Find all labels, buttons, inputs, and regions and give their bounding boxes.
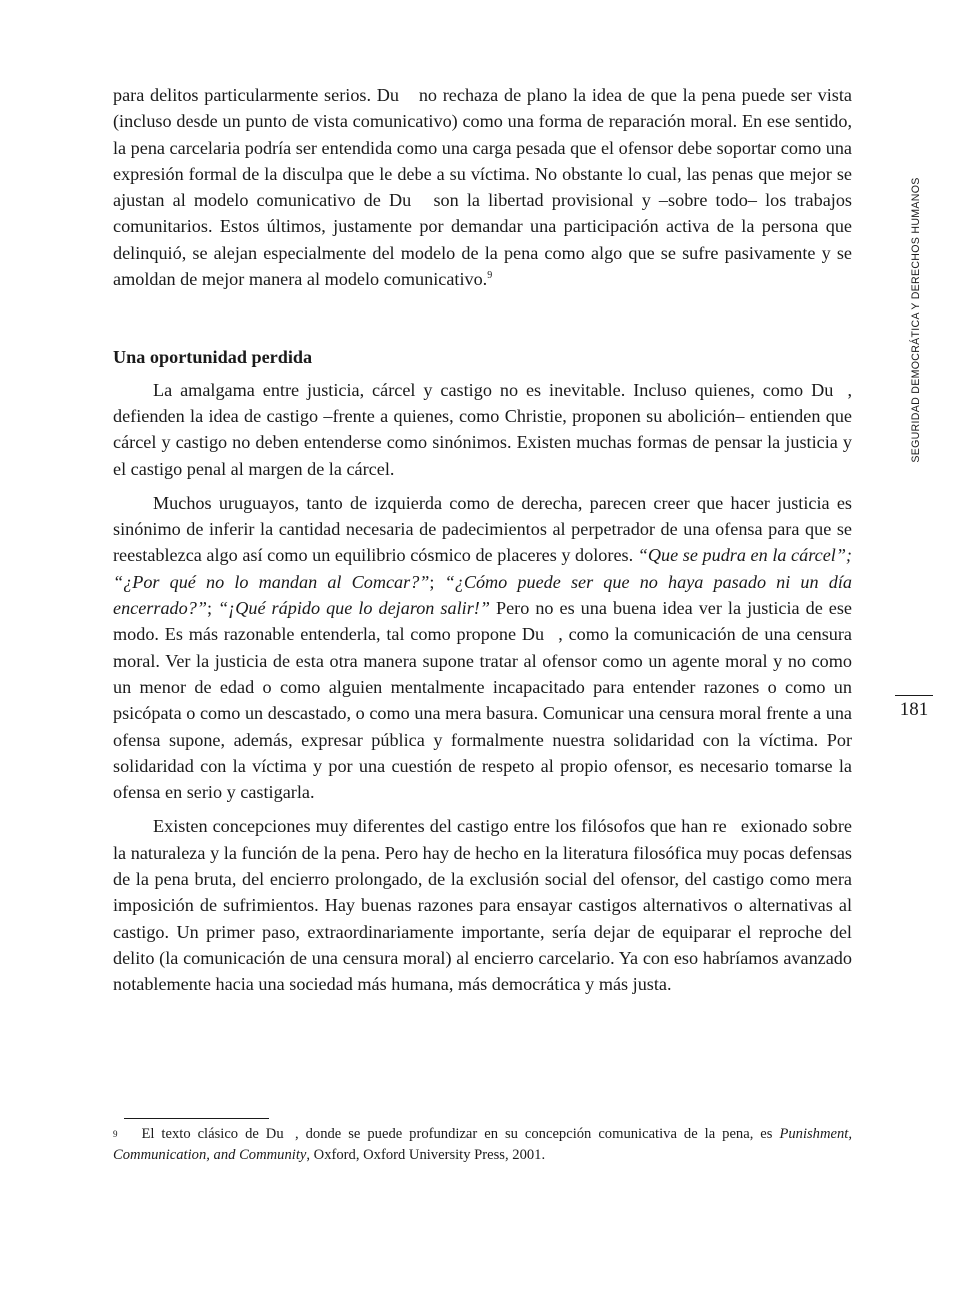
- quote-separator-2: ;: [206, 598, 219, 619]
- quote-3: “¡Qué rápido que lo dejaron salir!”: [218, 598, 490, 619]
- footnote-reference[interactable]: 9: [487, 270, 493, 282]
- paragraph-1: [113, 82, 852, 292]
- paragraph-3-text-b: Pero no es una buena idea ver la justicia de ese modo. Es más razonable entenderla, tal como propone Du , como la comunicación de una censura moral. Ver la justicia de esta otra manera supone tratar al ofensor como un agente moral y no como un menor de edad o como alguien mentalmente incapacitado para entender razones o como un psicópata o como un descastado, o como una mera basura. Comunicar una censura moral frente a una ofensa supone, además, expresar pública y formalmente nuestra solidaridad con la víctima. Por solidaridad con la víctima y por una cuestión de respeto al propio ofensor, es necesario tomarse la ofensa en serio y castigarla.: [113, 598, 853, 803]
- footnote-divider: [124, 1118, 269, 1119]
- page-number-rule: [895, 695, 933, 696]
- paragraph-4: Existen concepciones muy diferentes del castigo entre los filósofos que han re exionado sobre la naturaleza y la función de la pena. Pero hay de hecho en la literatura filosófica muy pocas defensas de la pena bruta, del encierro prolongado, de la exclusión social del ofensor, del castigo como mera imposición de sufrimientos. Hay buenas razones para ensayar castigos alternativos o alternativas al castigo. Un primer paso, extraordinariamente importante, sería dejar de equiparar el reproche del delito (la comunicación de una censura moral) al encierro carcelario. Ya con eso habríamos avanzado notablemente hacia una sociedad más humana, más democrática y más justa.: [113, 816, 852, 995]
- footnote-number: 9: [113, 1129, 118, 1139]
- paragraph-2: La amalgama entre justicia, cárcel y castigo no es inevitable. Incluso quienes, como Du , defienden la idea de castigo –frente a quienes, como Christie, proponen su abolición– entienden que cárcel y castigo no deben entenderse como sinónimos. Existen muchas formas de pensar la justicia y el castigo penal al margen de la cárcel.: [113, 379, 852, 479]
- footnote-text-a: El texto clásico de Du , donde se puede profundizar en su concepción comunicativa de la pena, es: [141, 1126, 780, 1142]
- page-number: 181: [899, 699, 929, 720]
- section-heading: Una oportunidad perdida: [113, 347, 313, 368]
- quote-separator-1: ;: [429, 571, 445, 592]
- quote-1: “Que se pudra en la cárcel”; “¿Por qué no lo mandan al Comcar?”: [113, 545, 852, 592]
- paragraph-1-text: para delitos particularmente serios. Du  no rechaza de plano la idea de que la pena puede ser vista (incluso desde un punto de vista comunicativo) como una forma de reparación moral. En ese sentido, la pena carcelaria podría ser entendida como una carga pesada que el ofensor debe soportar como una expresión formal de la disculpa que le debe a su víctima. No obstante lo cual, las penas que mejor se ajustan al modelo comunicativo de Du  son la libertad provisional y –sobre todo– los trabajos comunitarios. Estos últimos, justamente por demandar una participación activa de la persona que delinquió, se alejan especialmente del modelo de la pena como algo que se sufre pasivamente y se amoldan de mejor manera al modelo comunicativo.: [113, 85, 852, 290]
- paragraph-3-text-a: Muchos uruguayos, tanto de izquierda como de derecha, parecen creer que hacer justicia es sinónimo de inferir la cantidad necesaria de padecimientos al perpetrador de una ofensa para que se reestablezca algo así como un equilibrio cósmico de placeres y dolores.: [113, 492, 852, 566]
- footnote-book-title: Punishment, Communication, and Community: [113, 1126, 852, 1163]
- footnote-text-b: , Oxford, Oxford University Press, 2001.: [306, 1147, 546, 1163]
- footnote: [113, 1124, 852, 1166]
- running-head-text: SEGURIDAD DEMOCRÁTICA Y DERECHOS HUMANOS: [910, 177, 922, 463]
- quote-2: “¿Cómo puede ser que no haya pasado ni un día encerrado?”: [113, 571, 852, 619]
- paragraph-3: [113, 490, 852, 806]
- main-text: [113, 82, 852, 998]
